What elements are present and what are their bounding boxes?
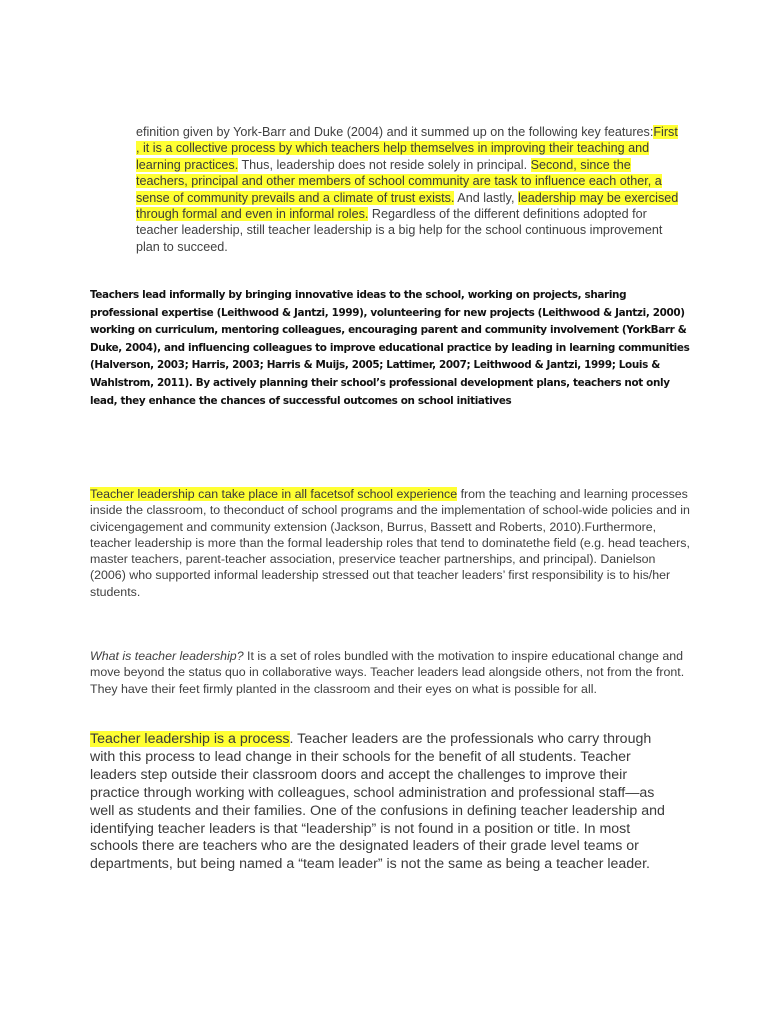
paragraph3-text: from the teaching and learning processes inside the classroom, to theconduct of school programs and the implementation of school-wide policies and in civicengagement and community extension (Jackson, Burrus, Bassett and Roberts, 2010).Furthermore, teacher leadership is more than the formal leadership roles that tend to dominatethe field (e.g. head teachers, master teachers, parent-teacher association, preservice teacher partnerships, and principal). Danielson (2006) who supported informal leadership stressed out that teacher leaders’ first responsibility is to his/her students. <box>90 487 690 599</box>
highlight-collective-process: First , it is a collective process by which teachers help themselves in improving their teaching and learning practices. <box>136 125 678 172</box>
paragraph5-text: . Teacher leaders are the professionals who carry through with this process to lead change in their schools for the benefit of all students. Teacher leaders step outside their classroom doors and accept the challenges to improve their practice through working with colleagues, school administration and professional staff—as well as students and their families. One of the confusions in defining teacher leadership and identifying teacher leaders is that “leadership” is not found in a position or title. In most schools there are teachers who are the designated leaders of their grade level teams or departments, but being named a “team leader” is not the same as being a teacher leader. <box>90 731 665 873</box>
paragraph4-text: It is a set of roles bundled with the motivation to inspire educational change and move beyond the status quo in collaborative ways. Teacher leaders lead alongside others, not from the front. They have their feet firmly planted in the classroom and their eyes on what is possible for all. <box>90 649 685 696</box>
paragraph-teacher-leadership-process <box>90 731 670 874</box>
paragraph-teachers-lead-informally: Teachers lead informally by bringing innovative ideas to the school, working on projects, sharing professional expertise (Leithwood & Jantzi, 1999), volunteering for new projects (Leithwood & Jantzi, 2000) working on curriculum, mentoring colleagues, encouraging parent and community involvement (YorkBarr & Duke, 2004), and influencing colleagues to improve educational practice by leading in learning communities (Halverson, 2003; Harris, 2003; Harris & Muijs, 2005; Lattimer, 2007; Leithwood & Jantzi, 1999; Louis & Wahlstrom, 2011). By actively planning their school’s professional development plans, teachers not only lead, they enhance the chances of successful outcomes on school initiatives <box>90 289 690 407</box>
highlight-formal-informal-roles: leadership may be exercised through formal and even in informal roles. <box>136 190 679 222</box>
highlight-facets-of-school-experience: Teacher leadership can take place in all facetsof school experience <box>90 487 458 501</box>
paragraph1-text-1: efinition given by York-Barr and Duke (2004) and it summed up on the following key features: <box>136 125 654 139</box>
question-what-is-teacher-leadership: What is teacher leadership? <box>90 649 244 663</box>
paragraph-facets-of-school-experience <box>90 486 690 600</box>
paragraph-york-barr-definition <box>136 124 684 255</box>
highlight-teacher-leadership-process: Teacher leadership is a process <box>90 731 290 747</box>
paragraph1-text-2: Thus, leadership does not reside solely in principal. <box>238 157 531 172</box>
paragraph1-text-3: And lastly, <box>454 190 518 205</box>
paragraph-what-is-teacher-leadership <box>90 648 690 697</box>
highlight-sense-of-community: Second, since the teachers, principal and other members of school community are task to influence each other, a sense of community prevails and a climate of trust exists. <box>136 157 662 205</box>
paragraph1-text-4: Regardless of the different definitions adopted for teacher leadership, still teacher leadership is a big help for the school continuous improvement plan to succeed. <box>136 207 663 254</box>
